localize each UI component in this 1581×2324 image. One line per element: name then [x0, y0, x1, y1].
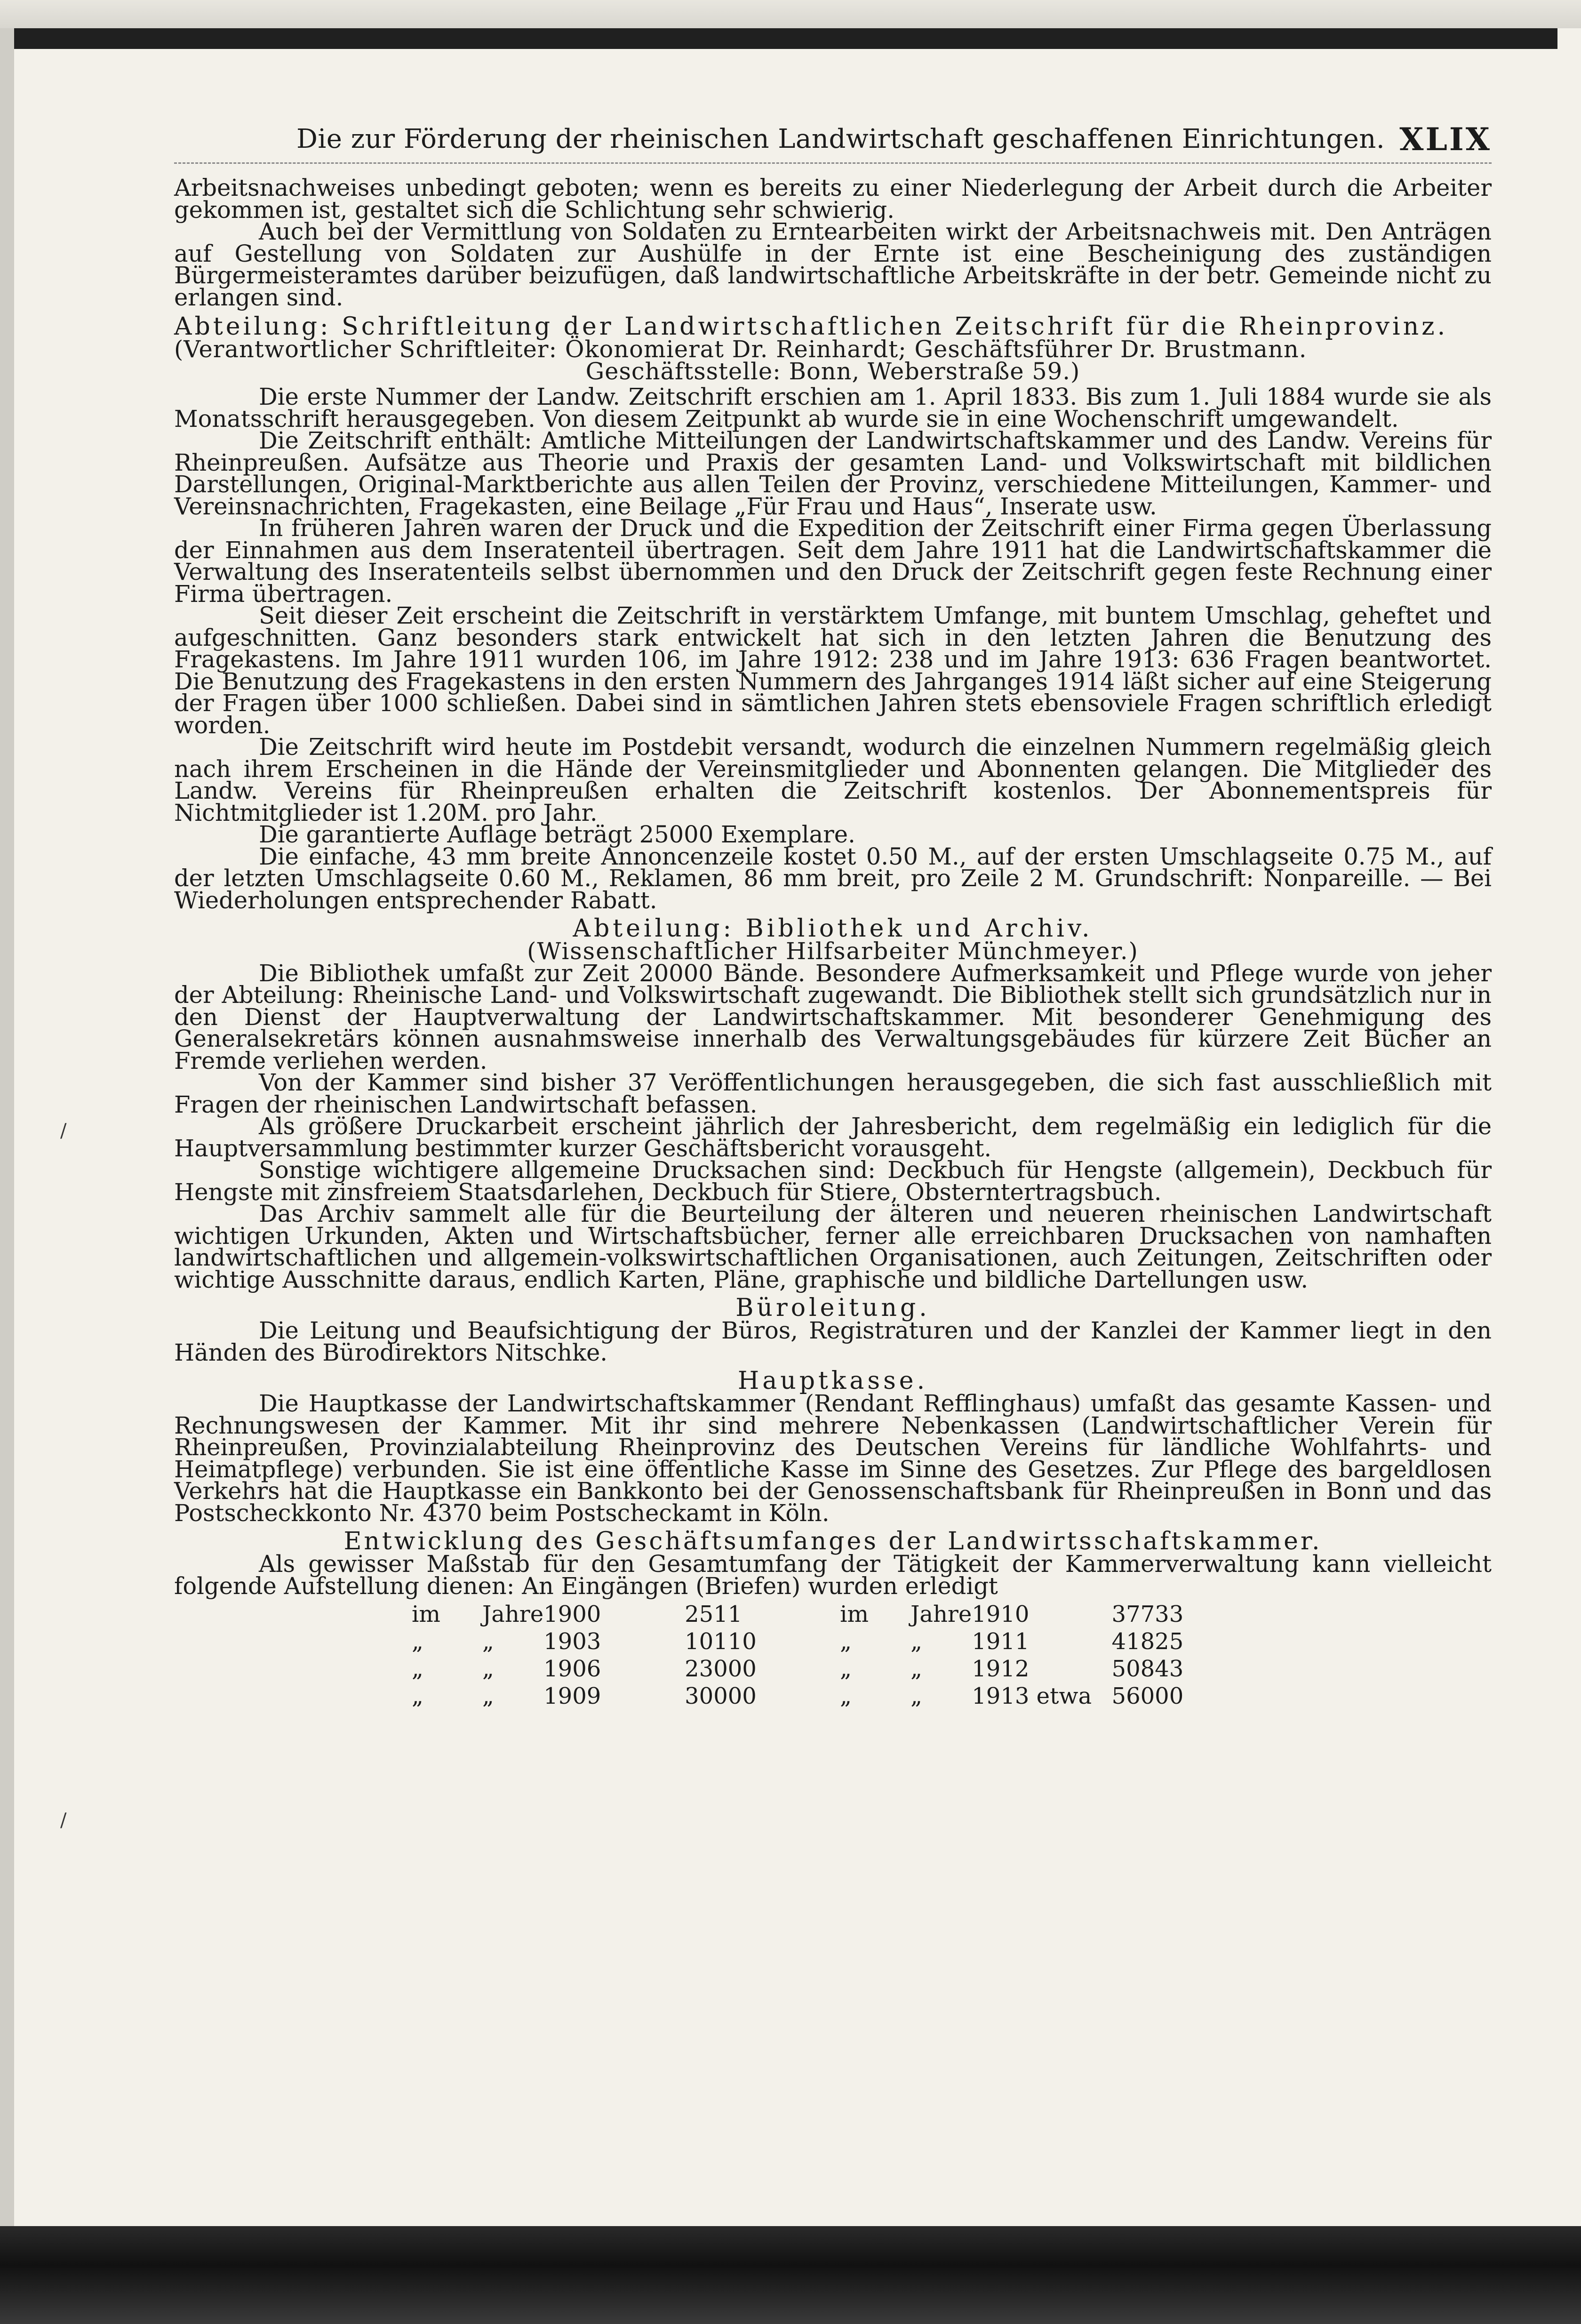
- paragraph: Die erste Nummer der Landw. Zeitschrift erschien am 1. April 1833. Bis zum 1. Juli 1884 wurde sie als Monatsschrift herausgegeben. Von diesem Zeitpunkt ab wurde sie in eine Wochenschrift umgewandelt.: [174, 383, 1492, 433]
- table-cell: „: [840, 1683, 852, 1709]
- margin-mark: /: [60, 1120, 67, 1142]
- table-cell: 41825: [1111, 1628, 1184, 1655]
- table-cell: 10110: [685, 1628, 757, 1655]
- paragraph: Die Zeitschrift enthält: Amtliche Mitteilungen der Landwirtschaftskammer und des Landw. Vereins für Rheinpreußen. Aufsätze aus Theorie und Praxis der gesamten Land- und Volkswirtschaft mit bildlichen Darstellungen, Original-Marktberichte aus allen Teilen der Provinz, verschiedene Mitteilungen, Kammer- und Vereinsnachrichten, Fragekasten, eine Beilage „Für Frau und Haus“, Inserate usw.: [174, 427, 1492, 520]
- paragraph: Auch bei der Vermittlung von Soldaten zu Erntearbeiten wirkt der Arbeitsnachweis mit. Den Anträgen auf Gestellung von Soldaten zur Aushülfe in der Ernte ist eine Bescheinigung des zuständigen Bürgermeisteramtes darüber beizufügen, daß landwirtschaftliche Arbeitskräfte in der betr. Gemeinde nicht zu erlangen sind.: [174, 218, 1492, 311]
- table-row: [412, 1628, 1183, 1655]
- table-cell: „: [412, 1656, 423, 1682]
- paragraph: Als gewisser Maßstab für den Gesamtumfang der Tätigkeit der Kammerverwaltung kann vielleicht folgende Aufstellung dienen: An Eingängen (Briefen) wurden erledigt: [174, 1550, 1492, 1600]
- running-head: [174, 120, 1492, 164]
- scan-bottom-edge: [0, 2226, 1581, 2324]
- table-row: [412, 1601, 1183, 1628]
- table-cell: 1903: [543, 1628, 601, 1655]
- table-cell: 2511: [685, 1601, 743, 1627]
- table-row: [412, 1655, 1183, 1683]
- table-cell: „: [412, 1683, 423, 1709]
- table-row: [412, 1683, 1183, 1710]
- table-cell: 1906: [543, 1656, 601, 1682]
- table-cell: 1912: [972, 1656, 1030, 1682]
- table-cell: 1900: [543, 1601, 601, 1627]
- paragraph: Von der Kammer sind bisher 37 Veröffentlichungen herausgegeben, die sich fast ausschließlich mit Fragen der rheinischen Landwirtschaft befassen.: [174, 1069, 1492, 1118]
- section-heading: Hauptkasse.: [737, 1367, 928, 1395]
- margin-mark: /: [60, 1810, 67, 1831]
- scan-left-edge: [0, 28, 14, 2240]
- paragraph: Arbeitsnachweises unbedingt geboten; wenn es bereits zu einer Niederlegung der Arbeit durch die Arbeiter gekommen ist, gestaltet sich die Schlichtung sehr schwierig.: [174, 174, 1492, 224]
- table-cell: „: [412, 1628, 423, 1655]
- table-cell: 50843: [1111, 1656, 1184, 1682]
- table-cell: Jahre: [910, 1601, 972, 1627]
- table-cell: „: [482, 1628, 494, 1655]
- table-cell: 37733: [1111, 1601, 1184, 1627]
- section-heading: Büroleitung.: [735, 1294, 930, 1322]
- table-cell: 1909: [543, 1683, 601, 1709]
- paragraph: Die Zeitschrift wird heute im Postdebit versandt, wodurch die einzelnen Nummern regelmäßig gleich nach ihrem Erscheinen in die Hände der Vereinsmitglieder und Abonnenten gelangen. Die Mitglieder des Landw. Vereins für Rheinpreußen erhalten die Zeitschrift kostenlos. Der Abonnementspreis für Nichtmitglieder ist 1.20M. pro Jahr.: [174, 733, 1492, 826]
- section-subheading: Geschäftsstelle: Bonn, Weberstraße 59.): [585, 357, 1080, 385]
- section-subheading: (Wissenschaftlicher Hilfsarbeiter Münchmeyer.): [527, 938, 1139, 965]
- paragraph: Die garantierte Auflage beträgt 25000 Exemplare.: [259, 821, 855, 848]
- table-cell: „: [910, 1683, 922, 1709]
- section-heading: Entwicklung des Geschäftsumfanges der Landwirtsschaftskammer.: [343, 1527, 1322, 1555]
- table-cell: „: [910, 1628, 922, 1655]
- stats-table: [412, 1601, 1183, 1710]
- paragraph: Seit dieser Zeit erscheint die Zeitschrift in verstärktem Umfange, mit buntem Umschlag, geheftet und aufgeschnitten. Ganz besonders stark entwickelt hat sich in den letzten Jahren die Benutzung des Fragekastens. Im Jahre 1911 wurden 106, im Jahre 1912: 238 und im Jahre 1913: 636 Fragen beantwortet. Die Benutzung des Fragekastens in den ersten Nummern des Jahrganges 1914 läßt sicher auf eine Steigerung der Fragen über 1000 schließen. Dabei sind in sämtlichen Jahren stets ebensoviele Fragen schriftlich erledigt worden.: [174, 602, 1492, 739]
- paragraph: Die Hauptkasse der Landwirtschaftskammer (Rendant Refflinghaus) umfaßt das gesamte Kassen- und Rechnungswesen der Kammer. Mit ihr sind mehrere Nebenkassen (Landwirtschaftlicher Verein für Rheinpreußen, Provinzialabteilung Rheinprovinz des Deutschen Vereins für ländliche Wohlfahrts- und Heimatpflege) verbunden. Sie ist eine öffentliche Kasse im Sinne des Gesetzes. Zur Pflege des bargeldlosen Verkehrs hat die Hauptkasse ein Bankkonto bei der Genossenschaftsbank für Rheinpreußen in Bonn und das Postscheckkonto Nr. 4370 beim Postscheckamt in Köln.: [174, 1390, 1492, 1527]
- paragraph: Sonstige wichtigere allgemeine Drucksachen sind: Deckbuch für Hengste (allgemein), Deckbuch für Hengste mit zinsfreiem Staatsdarlehen, Deckbuch für Stiere, Obsterntertragsbuch.: [174, 1156, 1492, 1206]
- table-cell: Jahre: [482, 1601, 544, 1627]
- running-title: Die zur Förderung der rheinischen Landwirtschaft geschaffenen Einrichtungen.: [296, 124, 1385, 154]
- section-heading: Abteilung: Bibliothek und Archiv.: [573, 914, 1093, 943]
- section-heading: Abteilung: Schriftleitung der Landwirtschaftlichen Zeitschrift für die Rheinprovinz.: [174, 313, 1448, 341]
- table-cell: „: [840, 1656, 852, 1682]
- table-cell: „: [482, 1656, 494, 1682]
- scan-top-border: [0, 28, 1557, 49]
- table-cell: 1911: [972, 1628, 1030, 1655]
- table-cell: 1913 etwa: [972, 1683, 1092, 1709]
- section-subheading: (Verantwortlicher Schriftleiter: Ökonomierat Dr. Reinhardt; Geschäftsführer Dr. Brustmann.: [174, 336, 1307, 363]
- document-page: [174, 120, 1492, 1710]
- table-cell: 23000: [685, 1656, 757, 1682]
- paragraph: Als größere Druckarbeit erscheint jährlich der Jahresbericht, dem regelmäßig ein lediglich für die Hauptversammlung bestimmter kurzer Geschäftsbericht vorausgeht.: [174, 1113, 1492, 1162]
- paragraph: In früheren Jahren waren der Druck und die Expedition der Zeitschrift einer Firma gegen Überlassung der Einnahmen aus dem Inseratenteil übertragen. Seit dem Jahre 1911 hat die Landwirtschaftskammer die Verwaltung des Inseratenteils selbst übernommen und den Druck der Zeitschrift gegen feste Rechnung einer Firma übertragen.: [174, 514, 1492, 608]
- table-cell: im: [840, 1601, 869, 1627]
- table-cell: „: [840, 1628, 852, 1655]
- paragraph: Die Bibliothek umfaßt zur Zeit 20000 Bände. Besondere Aufmerksamkeit und Pflege wurde von jeher der Abteilung: Rheinische Land- und Volkswirtschaft zugewandt. Die Bibliothek stellt sich grundsätzlich nur in den Dienst der Hauptverwaltung der Landwirtschaftskammer. Mit besonderer Genehmigung des Generalsekretärs können ausnahmsweise innerhalb des Verwaltungsgebäudes für kürzere Zeit Bücher an Fremde verliehen werden.: [174, 959, 1492, 1074]
- paragraph: Das Archiv sammelt alle für die Beurteilung der älteren und neueren rheinischen Landwirtschaft wichtigen Urkunden, Akten und Wirtschaftsbücher, ferner alle erreichbaren Drucksachen von namhaften landwirtschaftlichen und allgemein-volkswirtschaftlichen Organisationen, auch Zeitungen, Zeitschriften oder wichtige Ausschnitte daraus, endlich Karten, Pläne, graphische und bildliche Dartellungen usw.: [174, 1200, 1492, 1293]
- table-cell: im: [412, 1601, 440, 1627]
- paragraph: Die einfache, 43 mm breite Annoncenzeile kostet 0.50 M., auf der ersten Umschlagseite 0.75 M., auf der letzten Umschlagseite 0.60 M., Reklamen, 86 mm breit, pro Zeile 2 M. Grundschrift: Nonpareille. — Bei Wiederholungen entsprechender Rabatt.: [174, 842, 1492, 914]
- paragraph: Die Leitung und Beaufsichtigung der Büros, Registraturen und der Kanzlei der Kammer liegt in den Händen des Bürodirektors Nitschke.: [174, 1317, 1492, 1366]
- table-cell: „: [482, 1683, 494, 1709]
- table-cell: 30000: [685, 1683, 757, 1709]
- scan-top-edge: [0, 0, 1581, 28]
- table-cell: 1910: [972, 1601, 1030, 1627]
- table-cell: 56000: [1111, 1683, 1184, 1709]
- table-cell: „: [910, 1656, 922, 1682]
- page-number: XLIX: [1399, 121, 1492, 158]
